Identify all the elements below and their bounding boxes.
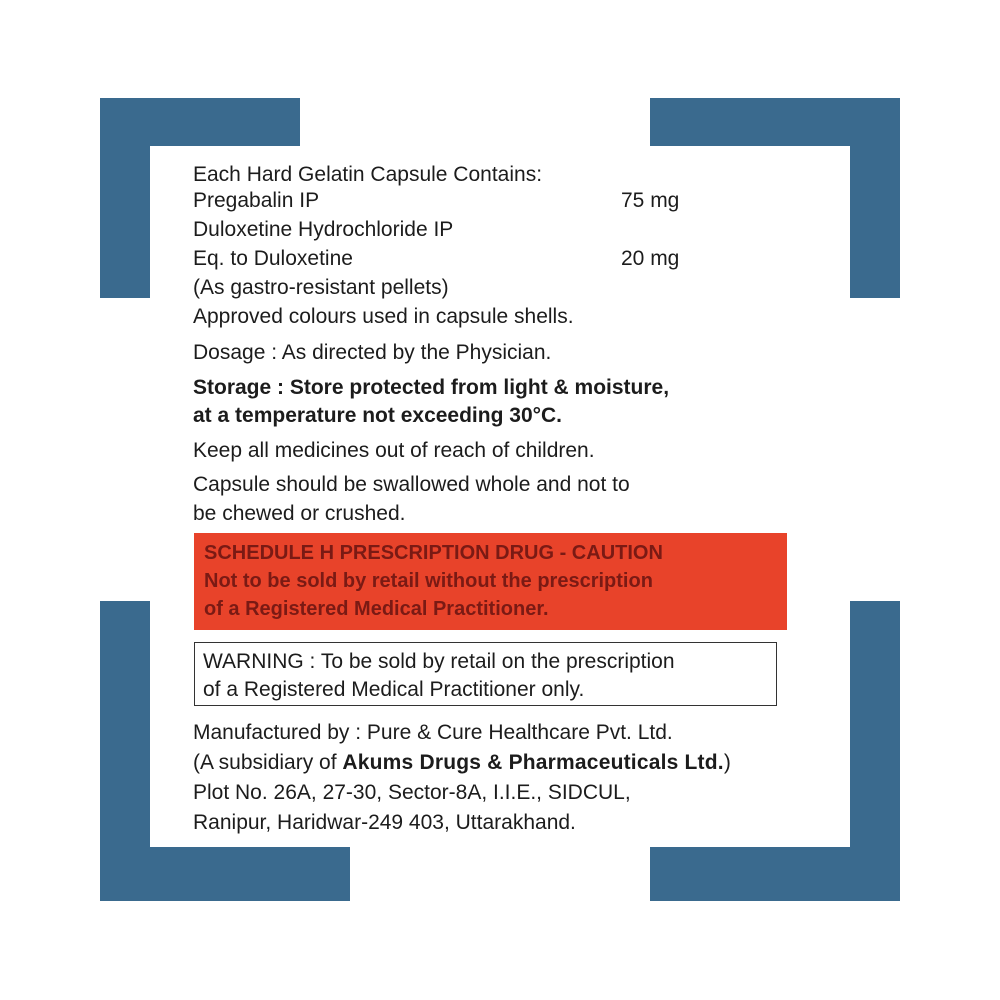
manufacturer-line-2: [193, 748, 731, 778]
ingredient-row-pregabalin: [193, 189, 693, 213]
storage-line-2: at a temperature not exceeding 30°C.: [193, 404, 563, 427]
dosage-text: Dosage : As directed by the Physician.: [193, 341, 552, 364]
blue-corner-bottom-left-bar: [100, 847, 350, 901]
caution-line-1: SCHEDULE H PRESCRIPTION DRUG - CAUTION: [204, 542, 663, 564]
warning-line-1: WARNING : To be sold by retail on the prescription: [203, 650, 675, 673]
ingredient-strength: 20 mg: [621, 247, 680, 270]
blue-corner-top-left-bar: [100, 98, 300, 146]
blue-corner-top-right-bar: [650, 98, 900, 146]
ingredient-name: Eq. to Duloxetine: [193, 247, 353, 270]
manufacturer-address-line-2: Ranipur, Haridwar-249 403, Uttarakhand.: [193, 811, 576, 834]
ingredient-strength: 75 mg: [621, 189, 680, 212]
parent-company-name: Akums Drugs & Pharmaceuticals Ltd.: [342, 751, 724, 774]
colours-note: Approved colours used in capsule shells.: [193, 305, 574, 328]
manufacturer-address-line-1: Plot No. 26A, 27-30, Sector-8A, I.I.E., SIDCUL,: [193, 781, 631, 804]
pellets-note: (As gastro-resistant pellets): [193, 276, 449, 299]
ingredient-name: Duloxetine Hydrochloride IP: [193, 218, 454, 241]
subsidiary-suffix: ): [723, 751, 731, 774]
swallow-line-2: be chewed or crushed.: [193, 502, 406, 525]
schedule-h-caution-box: [194, 533, 787, 630]
ingredient-row-duloxetine-hcl: [193, 218, 693, 242]
ingredient-name: Pregabalin IP: [193, 189, 320, 212]
composition-heading: Each Hard Gelatin Capsule Contains:: [193, 163, 543, 186]
caution-line-2: Not to be sold by retail without the prescription: [204, 570, 653, 592]
warning-line-2: of a Registered Medical Practitioner only.: [203, 678, 585, 701]
storage-line-1: Storage : Store protected from light & moisture,: [193, 376, 670, 399]
ingredient-row-duloxetine-eq: [193, 247, 693, 271]
keep-out-of-reach: Keep all medicines out of reach of children.: [193, 439, 595, 462]
blue-corner-bottom-right-bar: [650, 847, 900, 901]
manufacturer-line-1: Manufactured by : Pure & Cure Healthcare Pvt. Ltd.: [193, 721, 673, 744]
caution-line-3: of a Registered Medical Practitioner.: [204, 598, 549, 620]
manufacturer-block: [193, 718, 731, 838]
subsidiary-prefix: (A subsidiary of: [193, 751, 343, 774]
warning-box: [194, 642, 777, 706]
swallow-line-1: Capsule should be swallowed whole and not to: [193, 473, 630, 496]
